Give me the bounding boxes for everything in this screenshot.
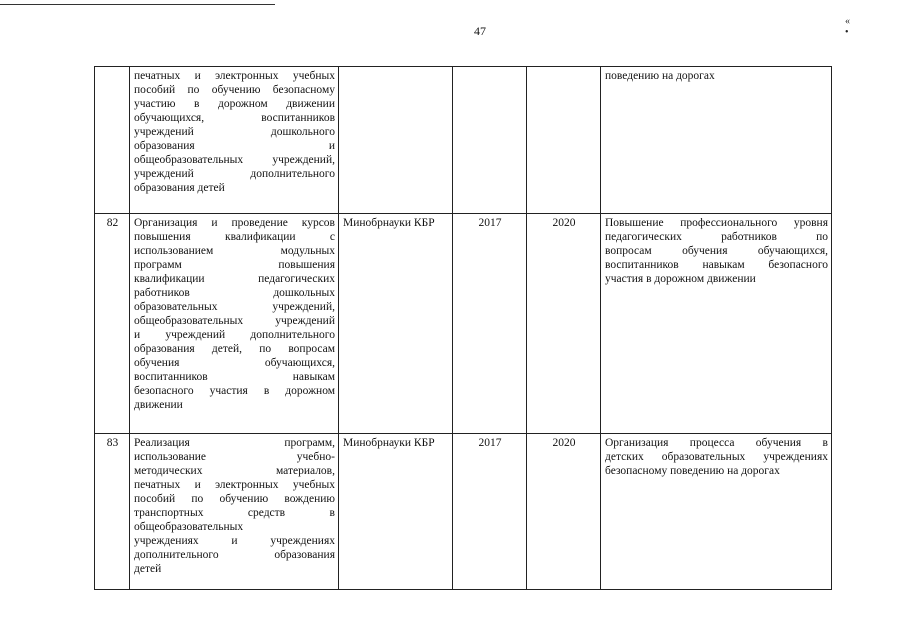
text-line: и учреждений дополнительного: [134, 329, 335, 341]
row-number: 82: [95, 214, 130, 434]
executor-cell: [339, 67, 453, 214]
table-row: [95, 67, 832, 214]
table-row: [95, 214, 832, 434]
text-line: работников дошкольных: [134, 287, 335, 299]
executor-cell: Минобрнауки КБР: [339, 434, 453, 590]
text-line: обучения обучающихся,: [134, 357, 335, 369]
start-year-cell: 2017: [453, 434, 527, 590]
text-line: Организация процесса обучения в: [605, 437, 828, 449]
text-line: безопасного участия в дорожном: [134, 385, 335, 397]
text-line: повышения квалификации с: [134, 231, 335, 243]
text-line: образовательных учреждений,: [134, 301, 335, 313]
event-cell: [130, 434, 339, 590]
text-line: квалификации педагогических: [134, 273, 335, 285]
text-line: обучающихся, воспитанников: [134, 112, 335, 124]
text-line: печатных и электронных учебных: [134, 70, 335, 82]
result-cell: [601, 214, 832, 434]
text-line: воспитанников навыкам: [134, 371, 335, 383]
row-number: [95, 67, 130, 214]
text-line: движении: [134, 399, 183, 411]
result-cell: [601, 67, 832, 214]
text-line: безопасному поведению на дорогах: [605, 465, 780, 477]
start-year-cell: [453, 67, 527, 214]
text-line: использование учебно-: [134, 451, 335, 463]
end-year-cell: 2020: [527, 434, 601, 590]
page-number: 47: [474, 24, 486, 38]
text-line: Организация и проведение курсов: [134, 217, 335, 229]
table-row: [95, 434, 832, 590]
text-line: образования и: [134, 140, 335, 152]
text-line: детских образовательных учреждениях: [605, 451, 828, 463]
top-rule: [0, 4, 275, 5]
text-line: Повышение профессионального уровня: [605, 217, 828, 229]
text-line: педагогических работников по: [605, 231, 828, 243]
text-line: учреждениях и учреждениях: [134, 535, 335, 547]
text-line: Реализация программ,: [134, 437, 335, 449]
text-line: учреждений дополнительного: [134, 168, 335, 180]
text-line: пособий по обучению вождению: [134, 493, 335, 505]
corner-marks: « •: [845, 16, 876, 38]
text-line: методических материалов,: [134, 465, 335, 477]
executor-cell: Минобрнауки КБР: [339, 214, 453, 434]
text-line: образования детей, по вопросам: [134, 343, 335, 355]
text-line: поведению на дорогах: [605, 70, 715, 82]
text-line: общеобразовательных учреждений,: [134, 154, 335, 166]
start-year-cell: 2017: [453, 214, 527, 434]
text-line: общеобразовательных: [134, 521, 244, 533]
result-cell: [601, 434, 832, 590]
event-cell: [130, 67, 339, 214]
event-cell: [130, 214, 339, 434]
text-line: использованием модульных: [134, 245, 335, 257]
text-line: воспитанников навыкам безопасного: [605, 259, 828, 271]
text-line: дополнительного образования: [134, 549, 335, 561]
text-line: пособий по обучению безопасному: [134, 84, 335, 96]
end-year-cell: [527, 67, 601, 214]
end-year-cell: 2020: [527, 214, 601, 434]
text-line: общеобразовательных учреждений: [134, 315, 335, 327]
text-line: участия в дорожном движении: [605, 273, 756, 285]
text-line: транспортных средств в: [134, 507, 335, 519]
measures-table: [94, 66, 832, 590]
text-line: печатных и электронных учебных: [134, 479, 335, 491]
text-line: образования детей: [134, 182, 225, 194]
text-line: программ повышения: [134, 259, 335, 271]
text-line: вопросам обучения обучающихся,: [605, 245, 828, 257]
text-line: учреждений дошкольного: [134, 126, 335, 138]
row-number: 83: [95, 434, 130, 590]
text-line: детей: [134, 563, 162, 575]
text-line: участию в дорожном движении: [134, 98, 335, 110]
